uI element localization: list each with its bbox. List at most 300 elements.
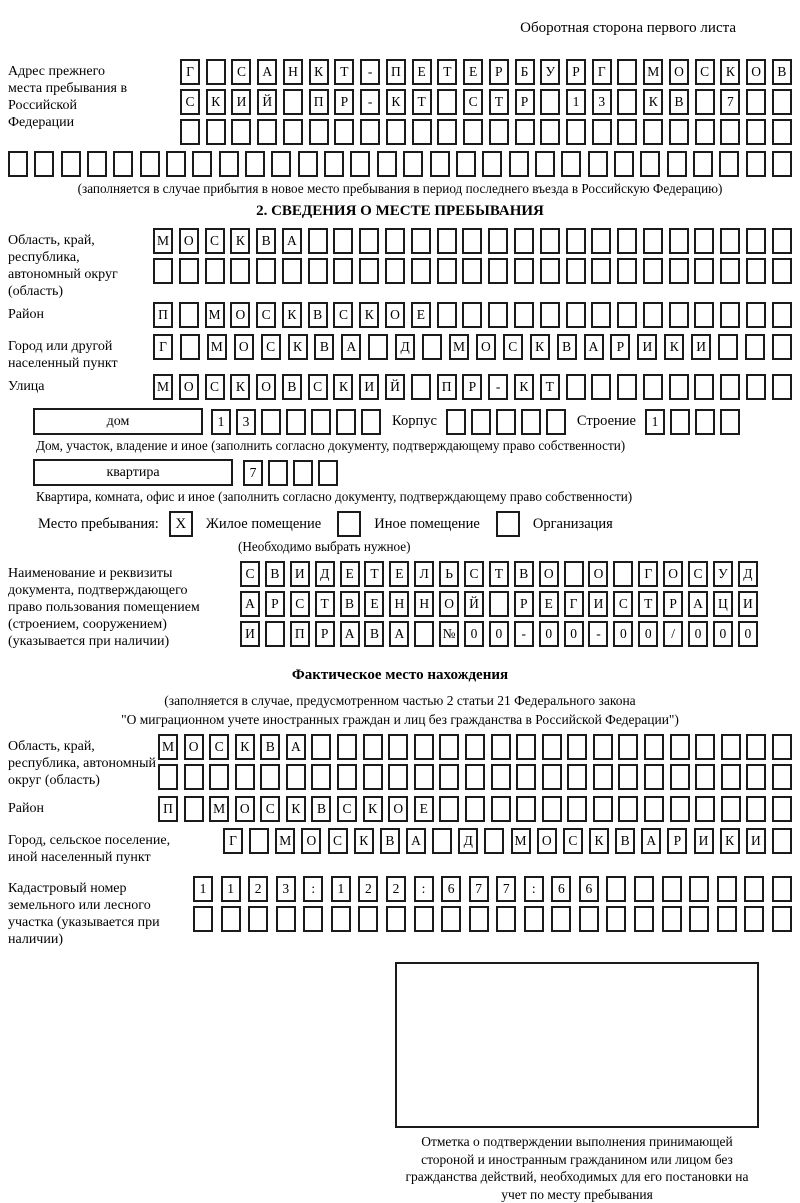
char-box: И [746, 828, 766, 854]
char-box [695, 796, 715, 822]
char-box: У [540, 59, 560, 85]
char-box: С [240, 561, 260, 587]
actual-region-row-2 [158, 764, 792, 790]
char-box: С [260, 796, 280, 822]
char-box: Р [667, 828, 687, 854]
char-box [634, 906, 654, 932]
char-box [540, 89, 560, 115]
char-box [403, 151, 423, 177]
char-box: Е [389, 561, 409, 587]
char-box [385, 258, 405, 284]
char-box: И [290, 561, 310, 587]
char-box: 7 [243, 460, 263, 486]
char-box: О [184, 734, 204, 760]
char-box [283, 119, 303, 145]
char-box: Д [458, 828, 478, 854]
char-box [695, 89, 715, 115]
char-box: А [688, 591, 708, 617]
char-box [745, 334, 765, 360]
char-box: А [240, 591, 260, 617]
char-box [488, 302, 508, 328]
char-box [542, 764, 562, 790]
char-box: № [439, 621, 459, 647]
char-box [643, 258, 663, 284]
char-box [363, 734, 383, 760]
char-box [437, 228, 457, 254]
char-box [192, 151, 212, 177]
char-box: Д [315, 561, 335, 587]
char-box [606, 906, 626, 932]
char-box [644, 796, 664, 822]
char-box: Г [223, 828, 243, 854]
char-box [331, 906, 351, 932]
char-box [592, 119, 612, 145]
char-box [166, 151, 186, 177]
char-box: Р [334, 89, 354, 115]
char-box: С [205, 374, 225, 400]
char-box [430, 151, 450, 177]
char-box: А [641, 828, 661, 854]
place-type-line [38, 511, 792, 537]
char-box [385, 228, 405, 254]
char-box: Т [412, 89, 432, 115]
char-box [561, 151, 581, 177]
char-box: В [311, 796, 331, 822]
char-box: В [615, 828, 635, 854]
prev-address-row-4 [8, 151, 792, 177]
char-box [333, 228, 353, 254]
char-box [772, 302, 792, 328]
char-box [257, 119, 277, 145]
char-box: Г [153, 334, 173, 360]
char-box: Е [463, 59, 483, 85]
char-box: - [360, 89, 380, 115]
char-box [286, 764, 306, 790]
checkbox-organization [496, 511, 520, 537]
char-box: 1 [193, 876, 213, 902]
char-box: Е [414, 796, 434, 822]
checkbox-residential: X [169, 511, 193, 537]
char-box: : [303, 876, 323, 902]
char-box [465, 796, 485, 822]
char-box [491, 796, 511, 822]
char-box [337, 764, 357, 790]
actual-city-label: Город, сельское поселение, иной населенный пункт [8, 833, 171, 865]
char-box: М [449, 334, 469, 360]
char-box: К [664, 334, 684, 360]
char-box [515, 119, 535, 145]
char-box: С [261, 334, 281, 360]
char-box [231, 119, 251, 145]
char-box: С [180, 89, 200, 115]
char-box: П [437, 374, 457, 400]
char-box: И [691, 334, 711, 360]
char-box: К [206, 89, 226, 115]
char-box [591, 228, 611, 254]
korpus-label: Корпус [392, 413, 437, 429]
char-box [720, 119, 740, 145]
char-box: 1 [566, 89, 586, 115]
char-box [286, 409, 306, 435]
char-box [414, 906, 434, 932]
char-box: К [230, 374, 250, 400]
house-cells [211, 409, 386, 435]
char-box [669, 119, 689, 145]
char-box [644, 764, 664, 790]
house-line [33, 408, 792, 435]
char-box [368, 334, 388, 360]
char-box [261, 409, 281, 435]
char-box: Е [539, 591, 559, 617]
char-box [720, 374, 740, 400]
char-box [388, 764, 408, 790]
stroenie-label: Строение [576, 413, 636, 429]
char-box [772, 151, 792, 177]
char-box: К [720, 59, 740, 85]
char-box [695, 409, 715, 435]
char-box [377, 151, 397, 177]
char-box: С [613, 591, 633, 617]
char-box [717, 876, 737, 902]
city-field [8, 334, 792, 372]
actual-region-field [8, 734, 792, 794]
char-box: К [230, 228, 250, 254]
char-box: К [309, 59, 329, 85]
prev-address-rows [180, 59, 792, 149]
char-box [694, 302, 714, 328]
char-box: Й [257, 89, 277, 115]
char-box [591, 374, 611, 400]
document-field [8, 561, 792, 651]
char-box: М [511, 828, 531, 854]
char-box [359, 228, 379, 254]
char-box [489, 119, 509, 145]
char-box: И [231, 89, 251, 115]
char-box [496, 409, 516, 435]
char-box [437, 258, 457, 284]
char-box [617, 89, 637, 115]
char-box [719, 151, 739, 177]
char-box: В [265, 561, 285, 587]
char-box [488, 258, 508, 284]
char-box [662, 876, 682, 902]
char-box [720, 409, 740, 435]
char-box: С [688, 561, 708, 587]
char-box [746, 734, 766, 760]
char-box: Н [414, 591, 434, 617]
char-box: О [179, 374, 199, 400]
char-box [618, 734, 638, 760]
char-box [221, 906, 241, 932]
char-box [662, 906, 682, 932]
char-box: У [713, 561, 733, 587]
char-box: О [179, 228, 199, 254]
char-box: М [207, 334, 227, 360]
char-box [489, 591, 509, 617]
char-box [772, 334, 792, 360]
char-box [617, 228, 637, 254]
char-box [689, 876, 709, 902]
char-box [61, 151, 81, 177]
char-box: К [514, 374, 534, 400]
char-box [694, 228, 714, 254]
char-box: 2 [358, 876, 378, 902]
char-box [613, 561, 633, 587]
char-box: А [282, 228, 302, 254]
char-box [248, 906, 268, 932]
char-box [695, 119, 715, 145]
char-box: : [524, 876, 544, 902]
apartment-line [33, 459, 792, 486]
char-box [772, 828, 792, 854]
char-box [437, 89, 457, 115]
char-box [361, 409, 381, 435]
char-box: Й [464, 591, 484, 617]
char-box: Д [738, 561, 758, 587]
char-box [566, 119, 586, 145]
char-box: И [738, 591, 758, 617]
char-box [179, 258, 199, 284]
char-box: 7 [720, 89, 740, 115]
document-row-2 [240, 591, 758, 617]
char-box [772, 876, 792, 902]
char-box: К [363, 796, 383, 822]
char-box [689, 906, 709, 932]
char-box: 0 [613, 621, 633, 647]
char-box: И [637, 334, 657, 360]
document-row-3 [240, 621, 758, 647]
char-box [184, 764, 204, 790]
region-row-1 [153, 228, 792, 254]
char-box [516, 796, 536, 822]
char-box [617, 374, 637, 400]
char-box [463, 119, 483, 145]
char-box: С [308, 374, 328, 400]
char-box: 7 [496, 876, 516, 902]
char-box: П [158, 796, 178, 822]
char-box: А [341, 334, 361, 360]
char-box [591, 302, 611, 328]
char-box: И [588, 591, 608, 617]
char-box [446, 409, 466, 435]
char-box [456, 151, 476, 177]
char-box [772, 228, 792, 254]
checkbox-other-premises [337, 511, 361, 537]
char-box [34, 151, 54, 177]
char-box: А [286, 734, 306, 760]
char-box: М [275, 828, 295, 854]
char-box [484, 828, 504, 854]
char-box [606, 876, 626, 902]
actual-region-row-1 [158, 734, 792, 760]
char-box [593, 796, 613, 822]
char-box: / [663, 621, 683, 647]
char-box: Т [638, 591, 658, 617]
actual-location-note-1: (заполняется в случае, предусмотренном частью 2 статьи 21 Федерального закона [164, 693, 636, 708]
house-note: Дом, участок, владение и иное (заполнить согласно документу, подтверждающему право собственности) [36, 438, 626, 453]
char-box: - [488, 374, 508, 400]
char-box [414, 764, 434, 790]
char-box: Р [663, 591, 683, 617]
char-box [579, 906, 599, 932]
char-box: С [695, 59, 715, 85]
char-box [772, 89, 792, 115]
char-box: О [537, 828, 557, 854]
char-box: 2 [386, 876, 406, 902]
char-box [437, 119, 457, 145]
char-box [721, 764, 741, 790]
apartment-box-label: квартира [33, 459, 233, 486]
char-box: 3 [276, 876, 296, 902]
region-field [8, 228, 792, 300]
char-box [540, 119, 560, 145]
char-box: 1 [331, 876, 351, 902]
char-box: С [337, 796, 357, 822]
char-box: 0 [539, 621, 559, 647]
char-box: 2 [248, 876, 268, 902]
char-box: К [386, 89, 406, 115]
char-box [482, 151, 502, 177]
char-box: Н [389, 591, 409, 617]
char-box: А [406, 828, 426, 854]
street-row [153, 374, 792, 400]
char-box: Л [414, 561, 434, 587]
char-box [293, 460, 313, 486]
char-box: Г [638, 561, 658, 587]
char-box: М [153, 374, 173, 400]
char-box: А [584, 334, 604, 360]
char-box [350, 151, 370, 177]
char-box: Г [592, 59, 612, 85]
char-box [324, 151, 344, 177]
char-box [772, 796, 792, 822]
region-row-2 [153, 258, 792, 284]
char-box: О [476, 334, 496, 360]
char-box: П [309, 89, 329, 115]
char-box: О [256, 374, 276, 400]
char-box [411, 228, 431, 254]
cadastral-label: Кадастровый номер земельного или лесного участка (указывается при наличии) [8, 881, 160, 947]
prev-address-label: Адрес прежнего места пребывания в Российской Федерации [8, 64, 128, 130]
char-box: А [257, 59, 277, 85]
char-box [386, 906, 406, 932]
char-box [617, 302, 637, 328]
prev-address-row-3 [180, 119, 792, 145]
char-box [276, 906, 296, 932]
char-box: А [340, 621, 360, 647]
char-box: К [286, 796, 306, 822]
char-box [388, 734, 408, 760]
char-box: О [234, 334, 254, 360]
char-box [746, 151, 766, 177]
char-box [334, 119, 354, 145]
char-box [180, 334, 200, 360]
char-box: С [328, 828, 348, 854]
char-box [386, 119, 406, 145]
char-box [8, 151, 28, 177]
char-box: Т [437, 59, 457, 85]
char-box [693, 151, 713, 177]
actual-location-note-2: "О миграционном учете иностранных граждан и лиц без гражданства в Российской Федерации") [121, 712, 679, 727]
char-box: К [354, 828, 374, 854]
char-box [720, 228, 740, 254]
char-box [593, 764, 613, 790]
char-box [670, 734, 690, 760]
char-box [772, 374, 792, 400]
char-box [670, 409, 690, 435]
cadastral-row-1 [193, 876, 792, 902]
street-label: Улица [8, 379, 45, 394]
char-box: Е [411, 302, 431, 328]
char-box [644, 734, 664, 760]
char-box [670, 796, 690, 822]
actual-district-label: Район [8, 801, 44, 816]
char-box [669, 302, 689, 328]
option-other-premises-label: Иное помещение [374, 515, 480, 532]
char-box [667, 151, 687, 177]
char-box [564, 561, 584, 587]
apartment-note: Квартира, комната, офис и иное (заполнить согласно документу, подтверждающему право собственности) [36, 489, 633, 504]
char-box: И [240, 621, 260, 647]
char-box [235, 764, 255, 790]
stamp-note: Отметка о подтверждении выполнения принимающей стороной и иностранным гражданином или лицом без гражданства действий, необходимых для его постановки на учет по месту пребывания [405, 1134, 749, 1202]
char-box [465, 764, 485, 790]
char-box: О [230, 302, 250, 328]
char-box [614, 151, 634, 177]
char-box: С [503, 334, 523, 360]
char-box: С [333, 302, 353, 328]
char-box [462, 228, 482, 254]
prev-address-row-2 [180, 89, 792, 115]
char-box [618, 764, 638, 790]
char-box: В [282, 374, 302, 400]
char-box: Т [489, 561, 509, 587]
char-box [591, 258, 611, 284]
char-box: 1 [221, 876, 241, 902]
char-box [230, 258, 250, 284]
char-box: И [694, 828, 714, 854]
char-box: С [231, 59, 251, 85]
char-box [643, 374, 663, 400]
char-box: В [260, 734, 280, 760]
char-box: Н [283, 59, 303, 85]
district-field [8, 302, 792, 332]
char-box [496, 906, 516, 932]
char-box [593, 734, 613, 760]
char-box: 3 [236, 409, 256, 435]
char-box [308, 228, 328, 254]
document-row-1 [240, 561, 758, 587]
char-box: Т [334, 59, 354, 85]
place-type-label: Место пребывания: [38, 515, 159, 532]
char-box: 0 [638, 621, 658, 647]
char-box: О [388, 796, 408, 822]
char-box [746, 89, 766, 115]
char-box: - [360, 59, 380, 85]
char-box: Е [412, 59, 432, 85]
char-box [542, 734, 562, 760]
char-box: Р [514, 591, 534, 617]
char-box: В [314, 334, 334, 360]
char-box [746, 119, 766, 145]
char-box: С [463, 89, 483, 115]
char-box [311, 734, 331, 760]
char-box: Т [315, 591, 335, 617]
char-box: : [414, 876, 434, 902]
char-box: 1 [645, 409, 665, 435]
char-box: С [290, 591, 310, 617]
char-box [669, 374, 689, 400]
